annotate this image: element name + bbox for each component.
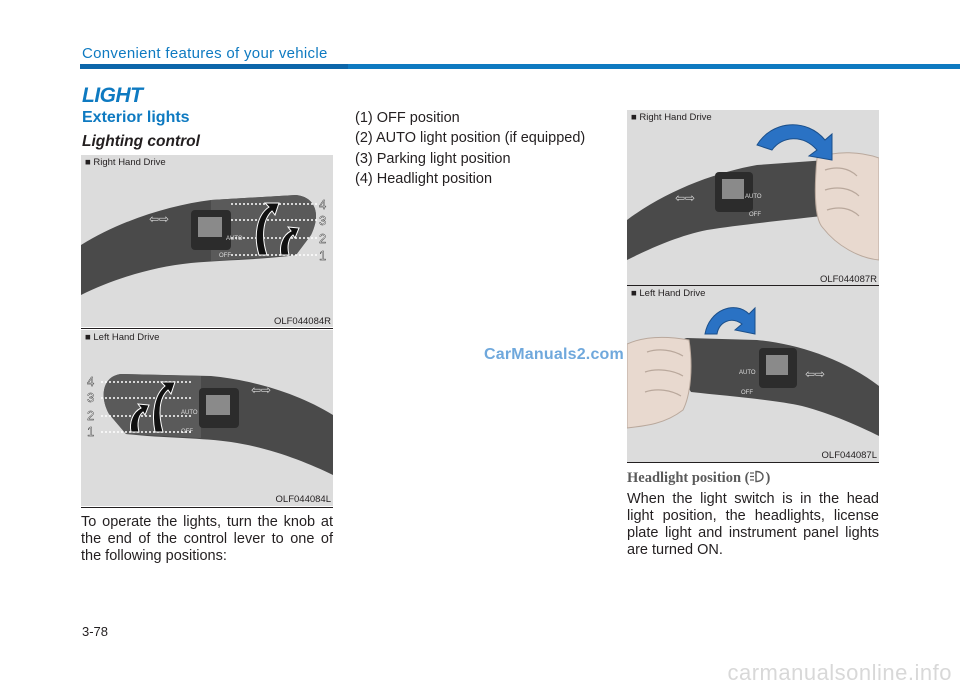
figure-code: OLF044084L — [275, 494, 331, 505]
lever-illustration — [81, 155, 333, 327]
lever-illustration — [81, 330, 333, 506]
list-item: (3) Parking light position — [355, 151, 511, 167]
position-label-4: 4 — [319, 197, 327, 212]
figure-code: OLF044087R — [819, 274, 877, 285]
position-label-3: 3 — [319, 213, 327, 228]
chapter-title: LIGHT — [82, 84, 143, 107]
headlight-heading-suffix: ) — [765, 470, 771, 486]
off-label: OFF — [749, 212, 761, 218]
section-heading: Exterior lights — [82, 109, 190, 126]
figure-divider — [81, 328, 333, 329]
figure-code: OLF044087L — [821, 450, 877, 461]
figure-rhd-lever — [81, 155, 333, 327]
subsection-heading: Lighting control — [82, 133, 200, 150]
svg-text:⇦⇨: ⇦⇨ — [251, 383, 272, 397]
position-label-4: 4 — [87, 374, 95, 389]
auto-label: AUTO — [745, 194, 762, 200]
section-header: Convenient features of your vehicle — [82, 45, 328, 62]
figure-rhd-hand — [627, 110, 879, 287]
headlight-paragraph: When the light switch is in the head light position, the headlights, license plate light and instrument panel lights are turned ON. — [627, 491, 879, 558]
off-label: OFF — [741, 390, 753, 396]
figure-divider — [627, 462, 879, 463]
headlight-heading — [627, 470, 770, 487]
list-item: (1) OFF position — [355, 110, 460, 126]
figure-caption: ■ Right Hand Drive — [85, 157, 166, 168]
figure-caption: ■ Right Hand Drive — [631, 112, 712, 123]
auto-label: AUTO — [226, 236, 243, 242]
header-rule-accent — [80, 64, 348, 69]
headlight-icon — [749, 470, 765, 483]
page-number: 3-78 — [82, 624, 109, 639]
figure-code: OLF044084R — [273, 316, 331, 327]
footer-watermark: carmanualsonline.info — [727, 660, 952, 685]
off-label: OFF — [181, 429, 193, 435]
auto-label: AUTO — [181, 410, 198, 416]
figure-caption: ■ Left Hand Drive — [85, 332, 160, 343]
off-label: OFF — [219, 253, 231, 259]
figure-lhd-lever — [81, 330, 333, 506]
svg-text:⇦⇨: ⇦⇨ — [675, 191, 696, 205]
auto-label: AUTO — [739, 370, 756, 376]
intro-paragraph: To operate the lights, turn the knob at the end of the control lever to one of the following positions: — [81, 514, 333, 564]
watermark: CarManuals2.com — [484, 346, 624, 363]
headlight-heading-prefix: Headlight position ( — [627, 470, 750, 486]
position-label-2: 2 — [319, 231, 327, 246]
figure-caption: ■ Left Hand Drive — [631, 288, 706, 299]
figure-divider — [81, 507, 333, 508]
figure-lhd-hand — [627, 286, 879, 463]
position-label-1: 1 — [87, 424, 95, 439]
position-label-1: 1 — [319, 248, 327, 263]
list-item: (2) AUTO light position (if equipped) — [355, 130, 586, 146]
position-label-2: 2 — [87, 408, 95, 423]
svg-text:⇦⇨: ⇦⇨ — [149, 212, 170, 226]
position-label-3: 3 — [87, 390, 95, 405]
svg-text:⇦⇨: ⇦⇨ — [805, 367, 826, 381]
hand-illustration — [627, 286, 879, 463]
list-item: (4) Headlight position — [355, 171, 493, 187]
hand-illustration — [627, 110, 879, 287]
